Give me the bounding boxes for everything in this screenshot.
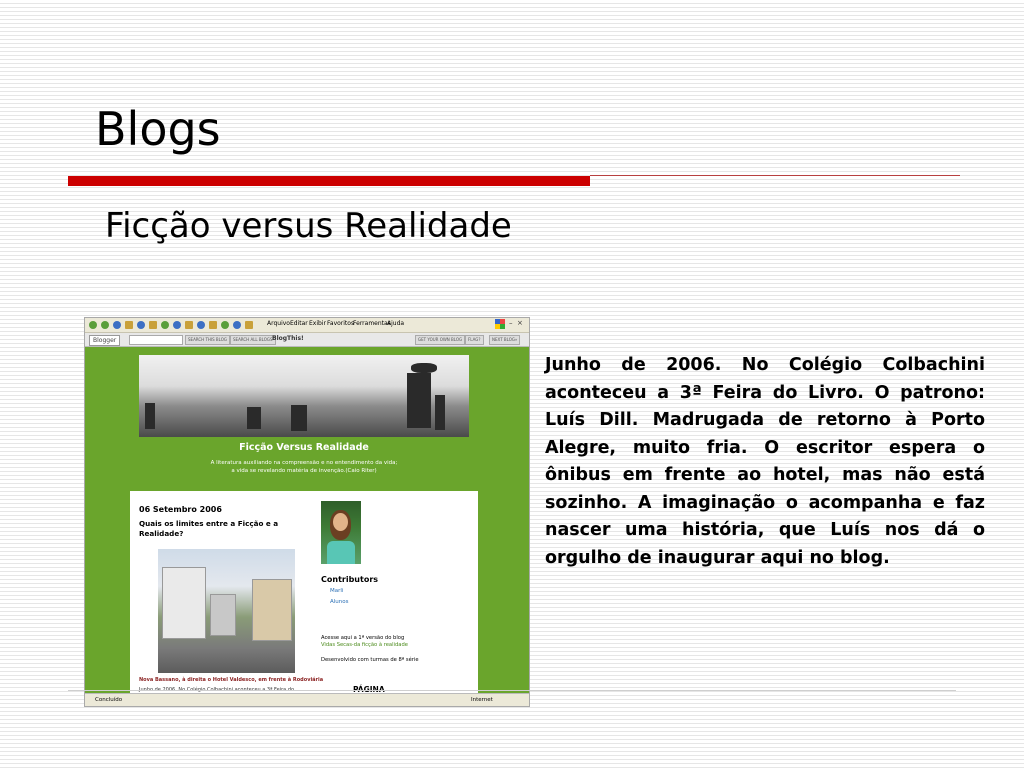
title-underline: [68, 176, 590, 186]
mail-icon: [173, 321, 181, 329]
profile-photo: [321, 501, 361, 564]
print-icon: [185, 321, 193, 329]
contributor-link: Alunos: [330, 599, 349, 605]
contributors-heading: Contributors: [321, 575, 379, 584]
status-bar: [85, 693, 529, 707]
forward-icon: [101, 321, 109, 329]
slide-title: Blogs: [95, 102, 221, 156]
status-zone: Internet: [471, 697, 493, 703]
sidebar-text: Desenvolvido com turmas de 8ª série: [321, 657, 419, 663]
contributor-link: Marli: [330, 588, 344, 594]
sidebar-text: Acesse aqui a 1ª versão do blog: [321, 635, 405, 641]
body-text: Junho de 2006. No Colégio Colbachini aconteceu a 3ª Feira do Livro. O patrono: Luís Dill. Madrugada de retorno à Porto Alegre, muito fria. O escritor espera o ônibus em frente ao hotel, mas não está sozinho. A imaginação o acompanha e faz nascer uma história, que Luís nos dá o orgulho de inaugurar aqui no blog.: [545, 355, 985, 568]
home-icon: [125, 321, 133, 329]
blog-tagline: [139, 460, 469, 475]
status-text: Concluído: [95, 697, 123, 703]
favorites-icon: [149, 321, 157, 329]
blogger-search-input: [129, 335, 183, 345]
blog-page: [85, 347, 529, 693]
blog-tagline-line-1: A literatura auxiliando na compreensão e no entendimento da vida;: [210, 460, 398, 466]
title-underline-thin: [590, 175, 960, 176]
post-photo: [158, 549, 295, 673]
blogthis-link: BlogThis!: [272, 335, 304, 342]
photo-caption: Nova Bassano, à direita o Hotel Valdesco, em frente à Rodoviária: [139, 677, 324, 683]
messenger-icon: [233, 321, 241, 329]
menu-exibir: Exibir: [309, 320, 326, 327]
menu-favoritos: Favoritos: [327, 320, 355, 327]
blog-screenshot: [84, 317, 530, 707]
blog-header-photo: [139, 355, 469, 437]
back-icon: [89, 321, 97, 329]
search-this-blog-button: SEARCH THIS BLOG: [185, 335, 230, 345]
windows-logo-icon: [495, 319, 505, 329]
blog-content: [130, 491, 478, 693]
close-icon: ×: [517, 319, 523, 327]
sidebar-link: Vidas Secas-da ficção à realidade: [321, 642, 408, 648]
post-date: 06 Setembro 2006: [139, 505, 222, 514]
menu-editar: Editar: [290, 320, 308, 327]
menu-ferramentas: Ferramentas: [353, 320, 391, 327]
browser-toolbar: [85, 318, 529, 333]
edit-icon: [197, 321, 205, 329]
slide-subtitle: Ficção versus Realidade: [105, 206, 512, 246]
search-icon: [137, 321, 145, 329]
get-own-blog-button: GET YOUR OWN BLOG: [415, 335, 465, 345]
blog-tagline-line-2: a vida se revelando matéria de invenção.(Caio Riter): [231, 467, 377, 474]
minimize-icon: –: [509, 319, 513, 327]
next-blog-button: NEXT BLOG»: [489, 335, 520, 345]
blogger-logo: Blogger: [89, 335, 120, 346]
history-icon: [161, 321, 169, 329]
folder-icon: [209, 321, 217, 329]
refresh-icon: [113, 321, 121, 329]
search-all-blogs-button: SEARCH ALL BLOGS: [230, 335, 276, 345]
tools-icon: [221, 321, 229, 329]
toolbar-extra-icon: [245, 321, 253, 329]
flag-button: FLAG?: [465, 335, 484, 345]
blogger-navbar: [85, 333, 529, 347]
footer-rule: [68, 690, 956, 691]
blog-title: Ficção Versus Realidade: [239, 442, 369, 453]
post-title: Quais os limites entre a Ficção e a Realidade?: [139, 519, 279, 538]
menu-ajuda: Ajuda: [387, 320, 405, 327]
menu-arquivo: Arquivo: [267, 320, 290, 327]
